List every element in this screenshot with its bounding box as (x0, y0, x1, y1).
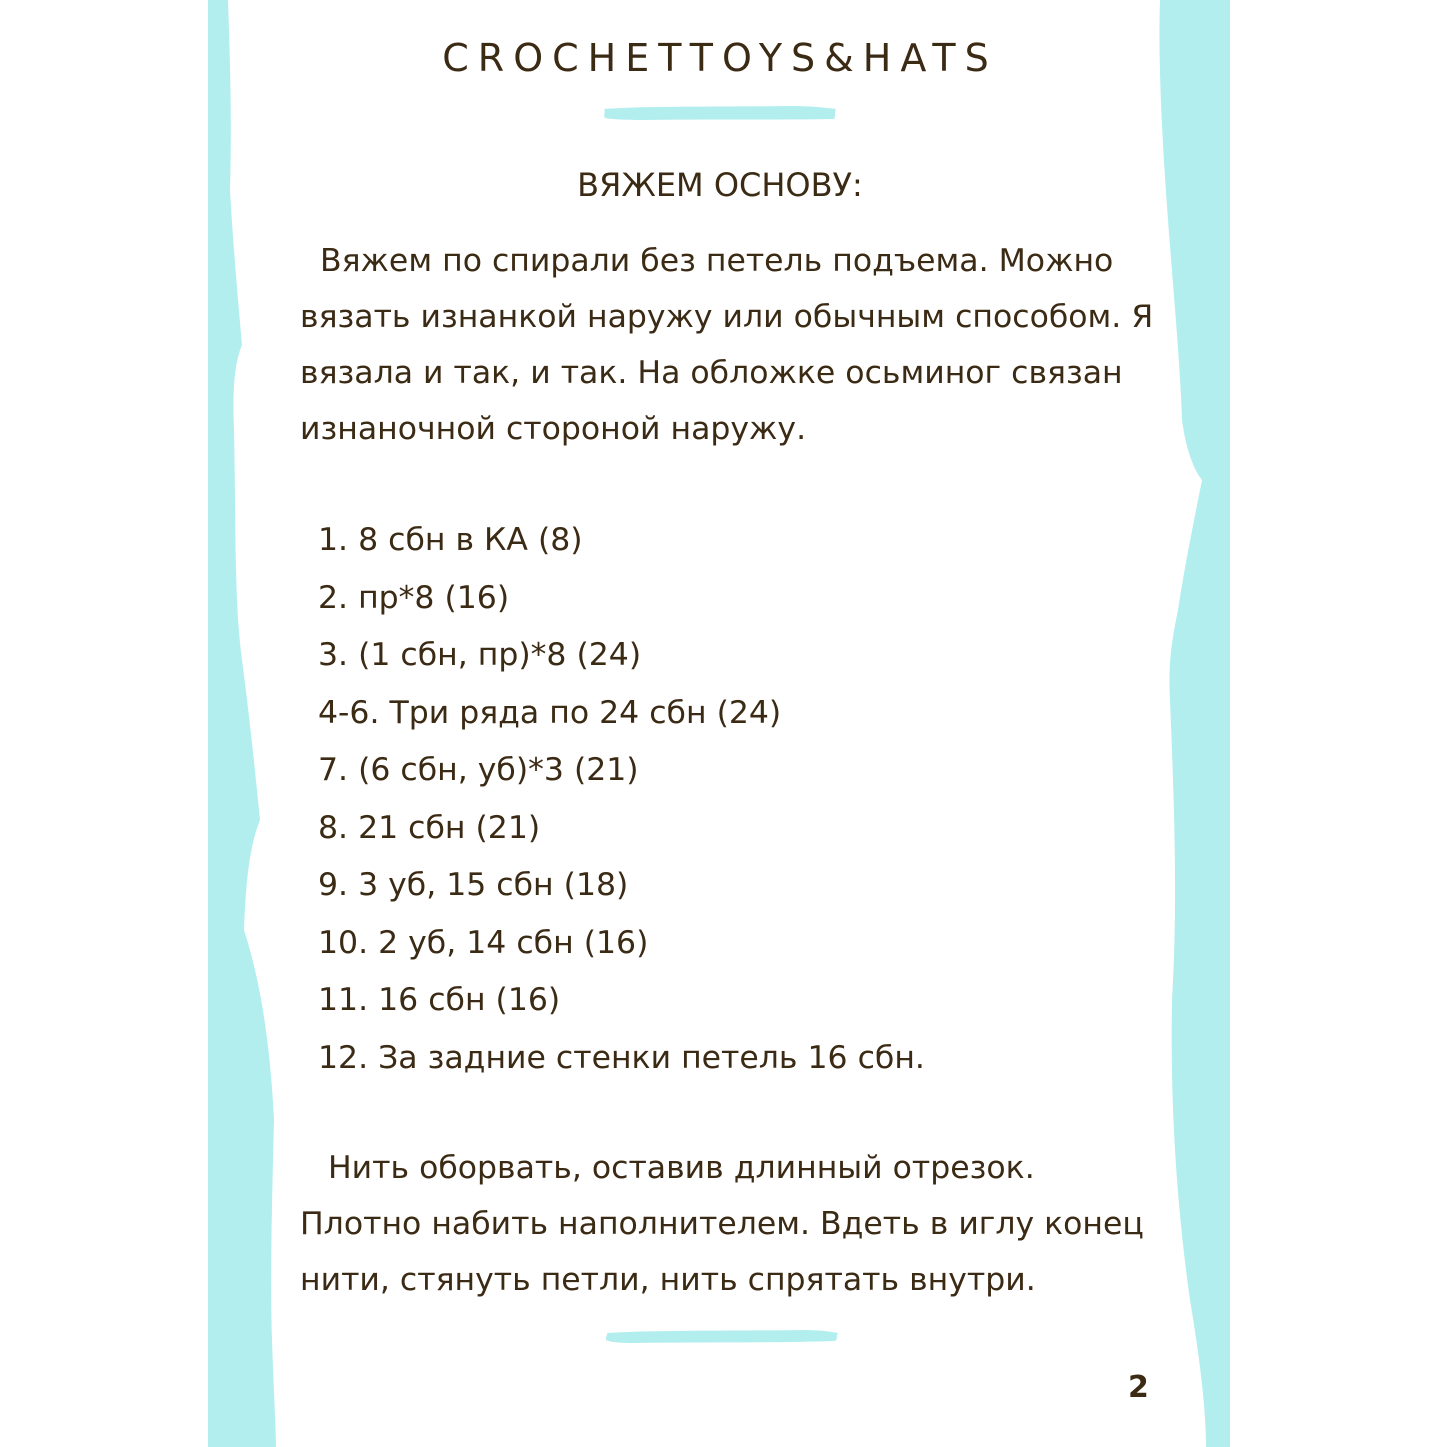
right-brush-border (1150, 0, 1240, 1447)
left-brush-border (200, 0, 290, 1447)
row-item: 11. 16 сбн (16) (318, 982, 561, 1018)
section-heading: ВЯЖЕМ ОСНОВУ: (577, 166, 863, 204)
row-item: 9. 3 уб, 15 сбн (18) (318, 867, 629, 903)
page-number: 2 (1128, 1370, 1149, 1405)
top-brush-stroke (602, 104, 838, 122)
row-instructions-list (318, 512, 925, 1087)
row-item: 8. 21 сбн (21) (318, 809, 541, 846)
brand-title: CROCHETTOYS&HATS (442, 36, 998, 80)
row-item: 2. пр*8 (16) (318, 579, 510, 616)
intro-paragraph: Вяжем по спирали без петель подъема. Можно вязать изнанкой наружу или обычным способом. Я вязала и так, и так. На обложке осьминог связан изнаночной стороной наружу. (300, 243, 1154, 447)
row-item: 3. (1 сбн, пр)*8 (24) (318, 637, 642, 673)
row-item: 7. (6 сбн, уб)*3 (21) (318, 752, 639, 788)
row-item: 10. 2 уб, 14 сбн (16) (318, 924, 649, 961)
row-item: 12. За задние стенки петель 16 сбн. (318, 1039, 925, 1076)
row-item: 4-6. Три ряда по 24 сбн (24) (318, 694, 782, 731)
row-item: 1. 8 сбн в КА (8) (318, 522, 583, 558)
finishing-paragraph: Нить оборвать, оставив длинный отрезок. Плотно набить наполнителем. Вдеть в иглу конец нити, стянуть петли, нить спрятать внутри. (300, 1150, 1144, 1298)
bottom-brush-stroke (604, 1327, 840, 1345)
